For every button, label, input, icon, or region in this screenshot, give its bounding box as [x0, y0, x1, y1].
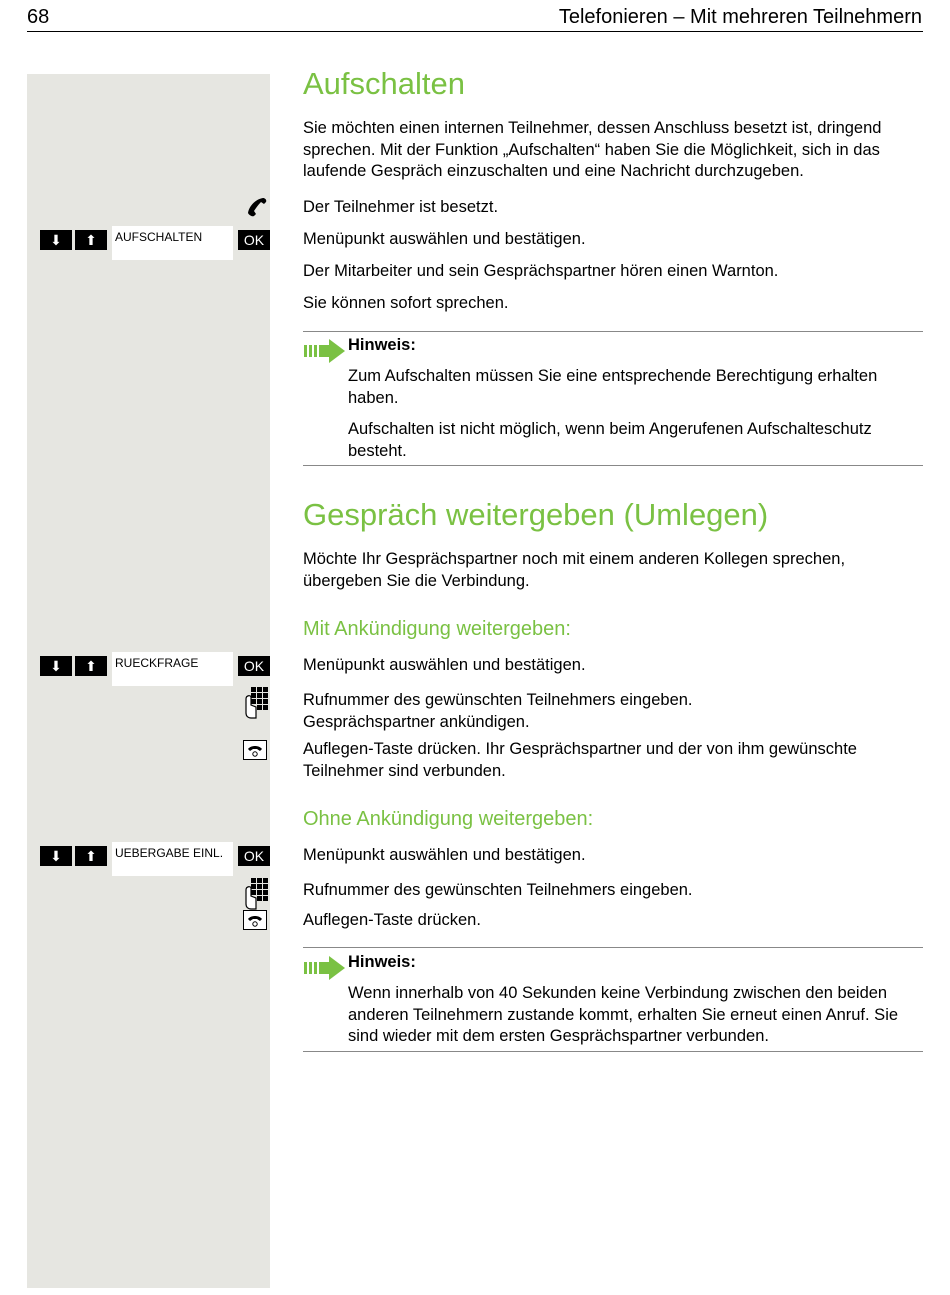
- menu-item-aufschalten: AUFSCHALTEN: [112, 226, 233, 260]
- note-text-timeout: Wenn innerhalb von 40 Sekunden keine Verbindung zwischen den beiden anderen Teilnehmern zustande kommt, erhalten Sie erneut einen Anruf. Sie sind wieder mit dem ersten Gesprächspartner verbunden.: [348, 984, 899, 1045]
- without-step-select: Menüpunkt auswählen und bestätigen.: [303, 846, 586, 864]
- note-text-permission: Zum Aufschalten müssen Sie eine entsprechende Berechtigung erhalten haben.: [348, 367, 878, 407]
- subsection-title-with-announcement: Mit Ankündigung weitergeben:: [303, 618, 571, 640]
- note-arrow-icon: [304, 956, 346, 980]
- up-arrow-key-icon: ⬆: [75, 846, 107, 866]
- chapter-title: Telefonieren – Mit mehreren Teilnehmern: [558, 6, 922, 28]
- subsection-title-without-announcement: Ohne Ankündigung weitergeben:: [303, 808, 594, 830]
- without-step-hangup: Auflegen-Taste drücken.: [303, 911, 481, 929]
- note-title: Hinweis:: [348, 336, 416, 354]
- keypad-icon: [243, 878, 269, 910]
- hangup-key-icon: [243, 910, 267, 930]
- note-bottom-divider: [303, 465, 923, 466]
- ok-key-icon: OK: [238, 656, 270, 676]
- note-top-divider: [303, 331, 923, 332]
- aufschalten-step-select: Menüpunkt auswählen und bestätigen.: [303, 230, 586, 248]
- page-number: 68: [27, 6, 50, 28]
- hangup-key-icon: [243, 740, 267, 760]
- aufschalten-step-speak: Sie können sofort sprechen.: [303, 294, 509, 312]
- down-arrow-key-icon: ⬇: [40, 846, 72, 866]
- aufschalten-step-busy: Der Teilnehmer ist besetzt.: [303, 198, 499, 216]
- up-arrow-key-icon: ⬆: [75, 230, 107, 250]
- note-title: Hinweis:: [348, 953, 416, 971]
- down-arrow-key-icon: ⬇: [40, 230, 72, 250]
- aufschalten-step-tone: Der Mitarbeiter und sein Gesprächspartner hören einen Warnton.: [303, 262, 779, 280]
- with-step-hangup: Auflegen-Taste drücken. Ihr Gesprächspartner und der von ihm gewünschte Teilnehmer sind verbunden.: [303, 740, 857, 780]
- menu-item-uebergabe: UEBERGABE EINL.: [112, 842, 233, 876]
- with-step-select: Menüpunkt auswählen und bestätigen.: [303, 656, 586, 674]
- ok-key-icon: OK: [238, 846, 270, 866]
- with-step-announce: Gesprächspartner ankündigen.: [303, 713, 530, 731]
- section-title-weitergeben: Gespräch weitergeben (Umlegen): [303, 497, 769, 532]
- weitergeben-intro: Möchte Ihr Gesprächspartner noch mit einem anderen Kollegen sprechen, übergeben Sie die Verbindung.: [303, 550, 846, 590]
- without-step-dial: Rufnummer des gewünschten Teilnehmers eingeben.: [303, 881, 693, 899]
- aufschalten-intro: Sie möchten einen internen Teilnehmer, dessen Anschluss besetzt ist, dringend sprechen. Mit der Funktion „Aufschalten“ haben Sie die Möglichkeit, sich in das laufende Gespräch einzuschalten und eine Nachricht durchzugeben.: [303, 119, 882, 180]
- note-bottom-divider: [303, 1051, 923, 1052]
- note-arrow-icon: [304, 339, 346, 363]
- with-step-dial: Rufnummer des gewünschten Teilnehmers eingeben.: [303, 691, 693, 709]
- down-arrow-key-icon: ⬇: [40, 656, 72, 676]
- section-title-aufschalten: Aufschalten: [303, 66, 465, 101]
- up-arrow-key-icon: ⬆: [75, 656, 107, 676]
- note-text-protection: Aufschalten ist nicht möglich, wenn beim Angerufenen Aufschalteschutz besteht.: [348, 420, 872, 460]
- note-top-divider: [303, 947, 923, 948]
- menu-item-rueckfrage: RUECKFRAGE: [112, 652, 233, 686]
- ok-key-icon: OK: [238, 230, 270, 250]
- handset-icon: [246, 196, 268, 218]
- keypad-icon: [243, 687, 269, 719]
- header-divider: [27, 31, 923, 32]
